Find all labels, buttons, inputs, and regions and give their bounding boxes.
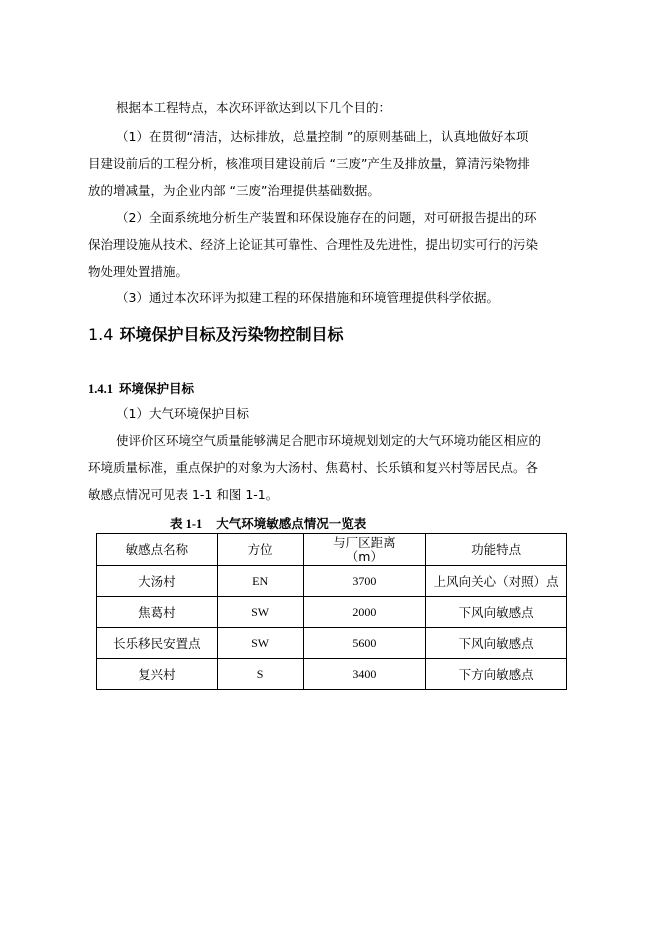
objective-1-line-3: 放的增减量，为企业内部 “三废”治理提供基础数据。: [88, 183, 380, 198]
table-row: [97, 566, 567, 597]
header-distance: [303, 534, 426, 566]
objective-1-line-1: （1）在贯彻“清洁，达标排放，总量控制 ”的原则基础上，认真地做好本项: [116, 129, 529, 144]
objective-2-line-3: 物处理处置措施。: [88, 264, 189, 279]
header-distance-label: 与厂区距离: [333, 534, 396, 550]
cell-name: 复兴村: [97, 659, 218, 690]
subsection-number: 1.4.1: [88, 382, 113, 396]
cell-direction: EN: [217, 566, 303, 597]
cell-function: 下方向敏感点: [426, 659, 567, 690]
item-heading: （1）大气环境保护目标: [116, 406, 249, 421]
cell-distance: 2000: [303, 597, 426, 628]
table-caption-number: 表 1-1: [170, 517, 203, 531]
subsection-heading: [88, 379, 194, 397]
cell-function: 下风向敏感点: [426, 628, 567, 659]
header-function: 功能特点: [426, 534, 567, 566]
objective-2-line-1: （2）全面系统地分析生产装置和环保设施存在的问题，对可研报告提出的环: [116, 210, 537, 225]
cell-function: 上风向关心（对照）点: [426, 566, 567, 597]
cell-distance: 5600: [303, 628, 426, 659]
cell-name: 焦葛村: [97, 597, 218, 628]
cell-direction: S: [217, 659, 303, 690]
header-direction: 方位: [217, 534, 303, 566]
intro-paragraph: 根据本工程特点，本次环评欲达到以下几个目的：: [116, 100, 392, 115]
cell-distance: 3400: [303, 659, 426, 690]
cell-name: 长乐移民安置点: [97, 628, 218, 659]
cell-direction: SW: [217, 597, 303, 628]
sensitive-points-table: [96, 533, 567, 690]
section-number: 1.4: [88, 325, 114, 344]
body-paragraph-line-3: 敏感点情况可见表 1-1 和图 1-1。: [88, 487, 279, 502]
objective-1-line-2: 目建设前后的工程分析，核准项目建设前后 “三废”产生及排放量，算清污染物排: [88, 156, 530, 171]
subsection-title: 环境保护目标: [119, 381, 195, 396]
body-paragraph-line-2: 环境质量标准，重点保护的对象为大汤村、焦葛村、长乐镇和复兴村等居民点。各: [88, 460, 539, 475]
table-caption-title: 大气环境敏感点情况一览表: [216, 516, 367, 531]
cell-distance: 3700: [303, 566, 426, 597]
objective-2-line-2: 保治理设施从技术、经济上论证其可靠性、合理性及先进性，提出切实可行的污染: [88, 237, 539, 252]
header-distance-unit: （m）: [345, 548, 383, 564]
header-name: 敏感点名称: [97, 534, 218, 566]
cell-function: 下风向敏感点: [426, 597, 567, 628]
section-title: 环境保护目标及污染物控制目标: [119, 325, 344, 344]
cell-direction: SW: [217, 628, 303, 659]
table-row: [97, 659, 567, 690]
cell-name: 大汤村: [97, 566, 218, 597]
table-caption: [170, 514, 366, 532]
table-header-row: [97, 534, 567, 566]
section-heading: [88, 322, 343, 345]
table-row: [97, 597, 567, 628]
body-paragraph-line-1: 使评价区环境空气质量能够满足合肥市环境规划划定的大气环境功能区相应的: [116, 433, 542, 448]
table-row: [97, 628, 567, 659]
objective-3: （3）通过本次环评为拟建工程的环保措施和环境管理提供科学依据。: [116, 290, 499, 305]
